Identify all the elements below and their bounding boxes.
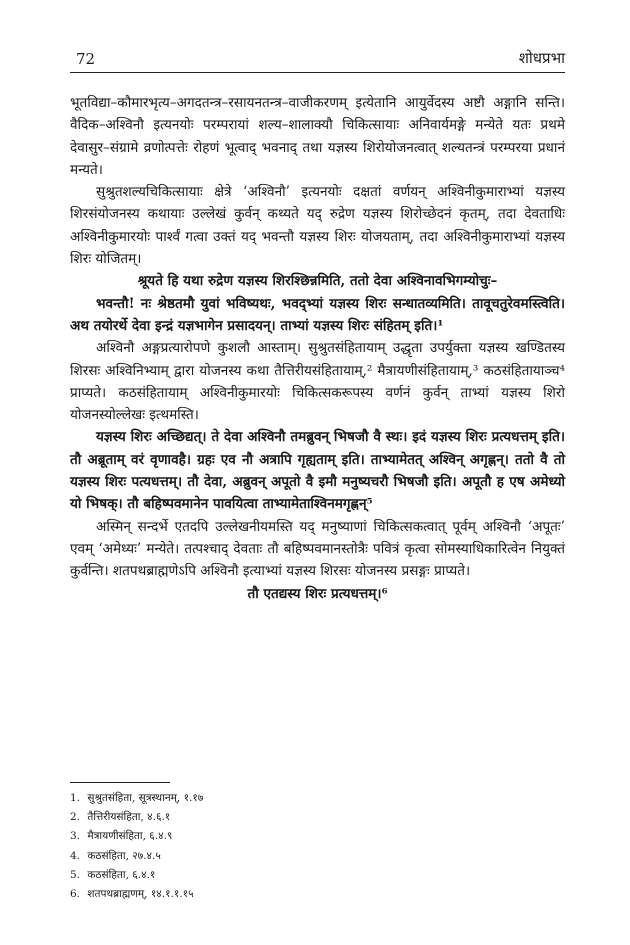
footnote-number: 4. xyxy=(70,849,81,862)
footnote-item xyxy=(70,789,565,808)
footnote-text: कठसंहिता, २७.४.५ xyxy=(87,849,161,862)
footnote-number: 6. xyxy=(70,888,81,901)
footnote-item xyxy=(70,847,565,866)
footnote-rule xyxy=(70,782,170,783)
quote-closing: तौ एतद्यस्य शिरः प्रत्यधत्तम्।⁶ xyxy=(247,585,388,602)
footnote-item xyxy=(70,827,565,846)
quote-block-2: यज्ञस्य शिरः अच्छिद्यत्। ते देवा अश्विनौ तमब्रुवन् भिषजौ वै स्थः। इदं यज्ञस्य शिरः प्रत्यधत्तम् इति। तौ अब्रूताम् वरं वृणावहै। ग्रहः एव नौ अत्रापि गृह्यताम् इति। ताभ्यामेतत् अश्विन् अगृह्णन्। ततो वै तो यज्ञस्य शिरः पत्यधत्तम्। तौ देवा, अब्रुवन् अपूतो वै इमौ मनुष्यचरौ भिषजौ इति। अपूतौ ह एष अमेध्यो यो भिषक्। तौ बहिष्पवमानेन पावयित्वा ताभ्यामेताश्विनमगृह्णन्⁵ xyxy=(70,429,565,513)
footnote-text: सुश्रुतसंहिता, सूत्रस्थानम्, १.१७ xyxy=(87,792,204,804)
paragraph-sushruta: सुश्रुतशल्यचिकित्सायाः क्षेत्रे ‘अश्विनौ’ इत्यनयोः दक्षतां वर्णयन् अश्विनीकुमाराभ्यां यज्ञस्य शिरसंयोजनस्य कथायाः उल्लेखं कुर्वन् कथ्यते यद् रुद्रेण यज्ञस्य शिरोच्छेदनं कृतम्, तदा देवताधिः अश्विनीकुमारयोः पार्श्वं गत्वा उक्तं यद् भवन्तौ यज्ञस्य शिरः योजयताम्, तदा अश्विनीकुमाराभ्यां यज्ञस्य शिरः योजितम्। xyxy=(70,184,565,268)
page-number: 72 xyxy=(76,50,96,68)
footnote-text: मैत्रायणीसंहिता, ६.४.९ xyxy=(87,830,173,843)
footnote-text: कठसंहिता, ६.४.१ xyxy=(87,868,156,881)
paragraph-ashvinau: अश्विनौ अङ्गप्रत्यारोपणे कुशलौ आस्ताम्। सुश्रुतसंहितायाम् उद्धृता उपर्युक्ता यज्ञस्य खण्डितस्य शिरसः अश्विनिभ्याम् द्वारा योजनस्य कथा तैत्तिरीयसंहितायाम्,² मैत्रायणीसंहितायाम्,³ कठसंहितायाञ्च⁴ प्राप्यते। कठसंहितायाम् अश्विनीकुमारयोः चिकित्सकरूपस्य वर्णनं कुर्वन् ताभ्यां यज्ञस्य शिरो योजनस्योल्लेखः इत्थमस्ति। xyxy=(70,340,565,424)
footnote-item xyxy=(70,885,565,904)
running-head: शोधप्रभा xyxy=(518,49,565,67)
footnote-number: 5. xyxy=(70,868,81,881)
paragraph-context: अस्मिन् सन्दर्भे एतदपि उल्लेखनीयमस्ति यद् मनुष्याणां चिकित्सकत्वात् पूर्वम् अश्विनौ ‘अपूतः’ एवम् ‘अमेध्यः’ मन्येते। तत्पश्चाद् देवताः तौ बहिष्पवमानस्तोत्रैः पवित्रं कृत्वा सोमस्याधिकारित्वेन नियुक्तं कुर्वन्ति। शतपथब्राह्मणेऽपि अश्विनौ इत्याभ्यां यज्ञस्य शिरसः योजनस्य प्रसङ्गः प्राप्यते। xyxy=(70,518,565,580)
footnote-item xyxy=(70,866,565,885)
footnote-text: तैत्तिरीयसंहिता, ४.६.१ xyxy=(87,811,171,824)
footnote-number: 1. xyxy=(70,792,81,804)
footnotes xyxy=(70,782,565,904)
paragraph-intro: भूतविद्या–कौमारभृत्य–अगदतन्त्र–रसायनतन्त्र–वाजीकरणम् इत्येतानि आयुर्वेदस्य अष्टौ अङ्गानि सन्ति। वैदिक–अश्विनौ इत्यनयोः परम्परायां शल्य–शालाक्यौ चिकित्सायाः अनिवार्यमङ्गे मन्येते यतः प्रथमे देवासुर–संग्रामे व्रणोत्पत्तेः रोहणं भूत्वाद् भवनाद् तथा यज्ञस्य शिरोयोजनत्वात् शल्यतन्त्रं परम्परया प्रधानं मन्यते। xyxy=(70,95,565,178)
footnote-number: 3. xyxy=(70,830,81,843)
footnote-item xyxy=(70,808,565,827)
body-text xyxy=(70,92,565,605)
page-header xyxy=(70,46,565,73)
quote-block-1: भवन्तौ! नः श्रेष्ठतमौ युवां भविष्यथः, भवद्भ्यां यज्ञस्य शिरः सन्धातव्यमिति। तावूचतुरेवमस्त्विति। अथ तयोरर्थे देवा इन्द्रं यज्ञभागेन प्रसादयन्। ताभ्यां यज्ञस्य शिरः संहितम् इति।¹ xyxy=(70,295,565,334)
footnote-number: 2. xyxy=(70,811,81,824)
quote-heading: श्रूयते हि यथा रुद्रेण यज्ञस्य शिरश्छिन्नमिति, ततो देवा अश्विनावभिगम्योचुः– xyxy=(137,273,498,290)
footnote-text: शतपथब्राह्मणम्, १४.१.१.१५ xyxy=(87,888,194,901)
